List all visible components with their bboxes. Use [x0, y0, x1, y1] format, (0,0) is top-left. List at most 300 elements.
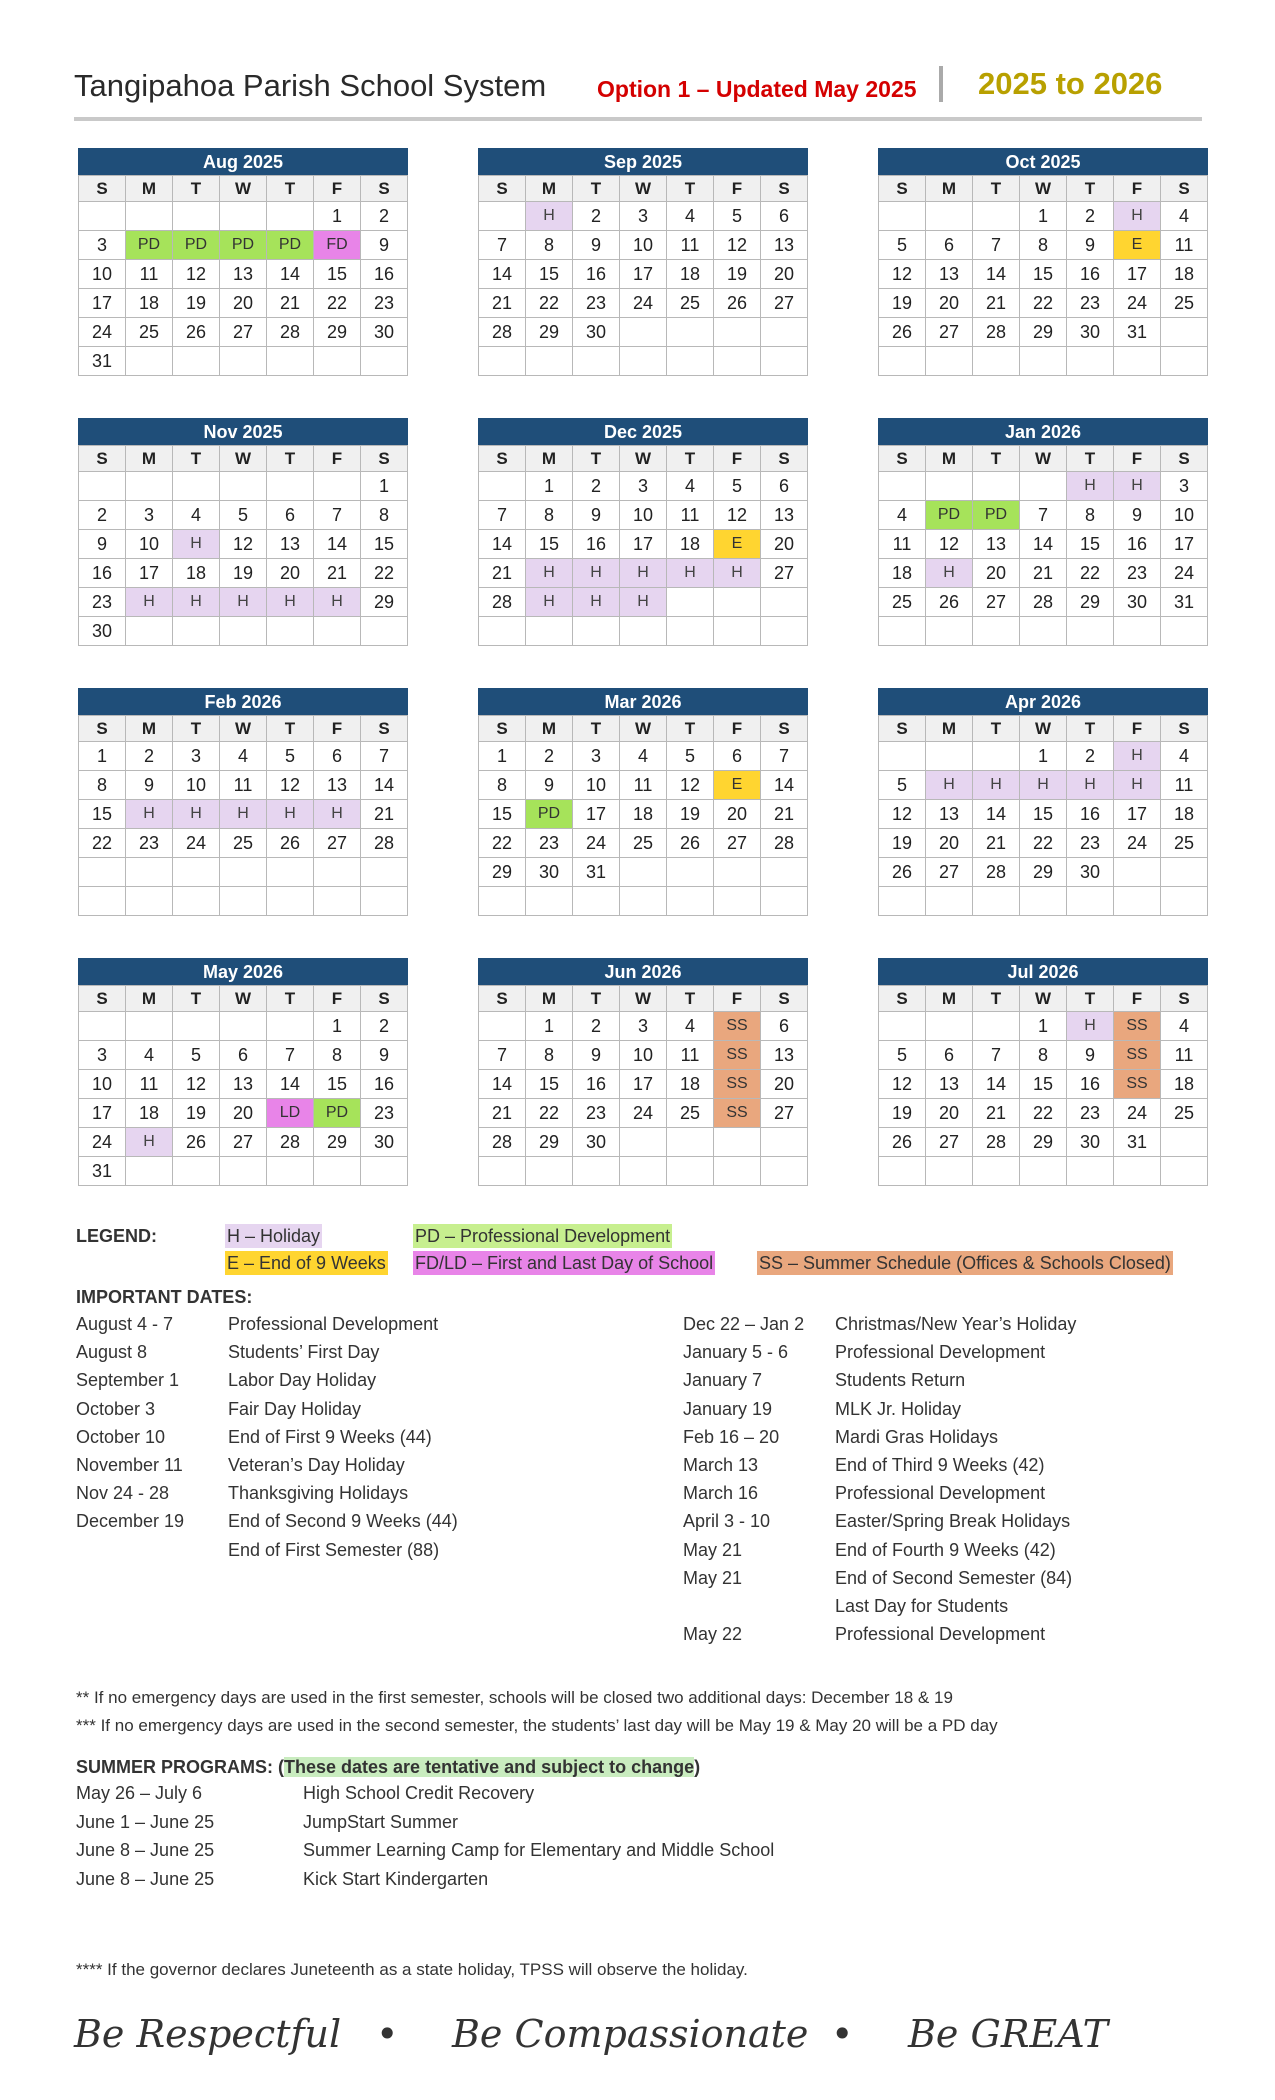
important-event: Students Return: [835, 1370, 966, 1391]
day-cell: [714, 617, 761, 646]
day-cell: H: [973, 771, 1020, 800]
week-row: [879, 800, 1208, 829]
important-event: End of Third 9 Weeks (42): [835, 1454, 1045, 1475]
week-row: [79, 1128, 408, 1157]
day-cell: 3: [79, 1041, 126, 1070]
day-cell: H: [926, 771, 973, 800]
day-cell: 4: [126, 1041, 173, 1070]
day-cell: [761, 1157, 808, 1186]
day-cell: [926, 617, 973, 646]
day-cell: 29: [526, 318, 573, 347]
day-cell: 14: [267, 260, 314, 289]
weekday-header: W: [220, 176, 267, 202]
day-cell: 15: [314, 1070, 361, 1099]
day-cell: [126, 617, 173, 646]
weekday-header: T: [1067, 986, 1114, 1012]
day-cell: 10: [79, 1070, 126, 1099]
day-cell: 21: [761, 800, 808, 829]
weekday-header: S: [761, 446, 808, 472]
day-cell: H: [1114, 742, 1161, 771]
summer-program-name: High School Credit Recovery: [303, 1783, 535, 1803]
weekday-header: S: [79, 176, 126, 202]
day-cell: 9: [573, 1041, 620, 1070]
day-cell: 8: [526, 501, 573, 530]
day-cell: [761, 858, 808, 887]
page-header: [74, 64, 1200, 124]
day-cell: 26: [667, 829, 714, 858]
day-cell: 8: [526, 231, 573, 260]
day-cell: [926, 472, 973, 501]
day-cell: 23: [573, 289, 620, 318]
day-cell: [361, 887, 408, 916]
day-cell: 24: [79, 1128, 126, 1157]
weekday-header: F: [314, 716, 361, 742]
day-cell: 13: [926, 800, 973, 829]
day-cell: 2: [126, 742, 173, 771]
day-cell: 1: [479, 742, 526, 771]
day-cell: [220, 472, 267, 501]
day-cell: 23: [526, 829, 573, 858]
week-row: [79, 1012, 408, 1041]
day-cell: 26: [267, 829, 314, 858]
weekday-header: T: [667, 446, 714, 472]
weekday-header: F: [1114, 986, 1161, 1012]
day-cell: 22: [1067, 559, 1114, 588]
day-cell: H: [1114, 472, 1161, 501]
important-date: January 5 - 6: [683, 1342, 789, 1363]
day-cell: 17: [79, 1099, 126, 1128]
day-cell: 5: [879, 771, 926, 800]
day-cell: 13: [314, 771, 361, 800]
day-cell: [926, 202, 973, 231]
day-cell: 22: [479, 829, 526, 858]
weekday-header: M: [926, 446, 973, 472]
weekday-header: S: [761, 176, 808, 202]
week-row: [479, 1070, 808, 1099]
weekday-header: T: [1067, 716, 1114, 742]
day-cell: [79, 202, 126, 231]
day-cell: 22: [1020, 829, 1067, 858]
week-row: [79, 1157, 408, 1186]
summer-program-name: Kick Start Kindergarten: [303, 1868, 489, 1889]
weekday-header: F: [314, 986, 361, 1012]
day-cell: [1161, 617, 1208, 646]
day-cell: [314, 858, 361, 887]
month-title: Jan 2026: [878, 418, 1208, 445]
week-row: [879, 347, 1208, 376]
day-cell: [1161, 1128, 1208, 1157]
day-cell: H: [714, 559, 761, 588]
important-event: Professional Development: [228, 1314, 439, 1334]
day-cell: 24: [1114, 829, 1161, 858]
day-cell: [620, 1128, 667, 1157]
day-cell: 1: [1020, 742, 1067, 771]
day-cell: 15: [1020, 260, 1067, 289]
important-event: Professional Development: [835, 1483, 1046, 1504]
weekday-header: W: [1020, 716, 1067, 742]
important-date: Feb 16 – 20: [683, 1426, 780, 1447]
day-cell: [667, 1157, 714, 1186]
day-cell: 29: [314, 318, 361, 347]
week-row: [479, 742, 808, 771]
month-title: Mar 2026: [478, 688, 808, 715]
day-cell: [79, 472, 126, 501]
day-cell: [1020, 472, 1067, 501]
day-cell: [267, 202, 314, 231]
weekday-header: T: [973, 176, 1020, 202]
day-cell: H: [126, 588, 173, 617]
day-cell: 7: [361, 742, 408, 771]
day-cell: 27: [220, 318, 267, 347]
day-cell: 20: [220, 1099, 267, 1128]
day-cell: 26: [879, 1128, 926, 1157]
day-cell: [267, 472, 314, 501]
day-cell: 12: [879, 800, 926, 829]
day-cell: 16: [573, 530, 620, 559]
day-cell: [1114, 887, 1161, 916]
day-cell: 7: [1020, 501, 1067, 530]
day-cell: [761, 617, 808, 646]
week-row: [79, 800, 408, 829]
week-row: [879, 1099, 1208, 1128]
important-date: March 13: [683, 1454, 759, 1475]
day-cell: SS: [714, 1099, 761, 1128]
important-event: Professional Development: [835, 1624, 1046, 1645]
day-cell: 20: [761, 1070, 808, 1099]
day-cell: 26: [173, 1128, 220, 1157]
day-cell: 7: [479, 501, 526, 530]
day-cell: [1020, 887, 1067, 916]
day-cell: H: [173, 588, 220, 617]
summer-program-date: June 8 – June 25: [76, 1840, 215, 1860]
month-title: Sep 2025: [478, 148, 808, 175]
day-cell: H: [926, 559, 973, 588]
day-cell: 4: [173, 501, 220, 530]
day-cell: 28: [479, 318, 526, 347]
day-cell: 27: [314, 829, 361, 858]
day-cell: 13: [973, 530, 1020, 559]
day-cell: 4: [1161, 1012, 1208, 1041]
day-cell: [220, 1157, 267, 1186]
day-cell: 11: [667, 1041, 714, 1070]
day-cell: H: [526, 588, 573, 617]
day-cell: 6: [714, 742, 761, 771]
weekday-header: M: [526, 446, 573, 472]
day-cell: E: [714, 530, 761, 559]
day-cell: 30: [573, 318, 620, 347]
summer-program-row: [74, 1812, 1202, 1841]
day-cell: PD: [926, 501, 973, 530]
important-event: End of Fourth 9 Weeks (42): [835, 1539, 1056, 1560]
week-row: [879, 887, 1208, 916]
day-cell: 21: [973, 1099, 1020, 1128]
day-cell: 22: [361, 559, 408, 588]
day-cell: 10: [620, 231, 667, 260]
week-row: [879, 1012, 1208, 1041]
day-cell: H: [314, 800, 361, 829]
legend-title: LEGEND:: [76, 1226, 157, 1246]
day-cell: H: [267, 588, 314, 617]
day-cell: [879, 472, 926, 501]
weekday-header: S: [479, 176, 526, 202]
week-row: [479, 858, 808, 887]
day-cell: 18: [126, 1099, 173, 1128]
day-cell: H: [314, 588, 361, 617]
weekday-header: S: [1161, 986, 1208, 1012]
day-cell: 20: [714, 800, 761, 829]
day-cell: [220, 617, 267, 646]
day-cell: 29: [1067, 588, 1114, 617]
day-cell: H: [1067, 472, 1114, 501]
day-cell: 30: [1067, 858, 1114, 887]
month-oct-2025: [878, 148, 1208, 376]
day-cell: [714, 347, 761, 376]
day-cell: 16: [573, 1070, 620, 1099]
day-cell: 19: [879, 1099, 926, 1128]
day-cell: 9: [126, 771, 173, 800]
day-cell: SS: [1114, 1012, 1161, 1041]
day-cell: 13: [220, 260, 267, 289]
weekday-header: M: [126, 716, 173, 742]
day-cell: 4: [667, 1012, 714, 1041]
weekday-header: F: [714, 446, 761, 472]
day-cell: H: [126, 800, 173, 829]
day-cell: SS: [1114, 1041, 1161, 1070]
day-cell: 4: [1161, 742, 1208, 771]
day-cell: 9: [361, 1041, 408, 1070]
day-cell: 24: [79, 318, 126, 347]
week-row: [879, 1070, 1208, 1099]
day-cell: [761, 1128, 808, 1157]
day-cell: PD: [126, 231, 173, 260]
day-cell: [620, 617, 667, 646]
day-cell: 1: [1020, 1012, 1067, 1041]
day-cell: 10: [173, 771, 220, 800]
week-row: [879, 530, 1208, 559]
weekday-header: T: [267, 986, 314, 1012]
day-cell: [761, 318, 808, 347]
day-cell: [526, 347, 573, 376]
header-separator: [939, 66, 943, 102]
school-year: 2025 to 2026: [978, 66, 1163, 101]
day-cell: 15: [479, 800, 526, 829]
day-cell: [1114, 347, 1161, 376]
day-cell: 26: [926, 588, 973, 617]
day-cell: 3: [573, 742, 620, 771]
week-row: [79, 588, 408, 617]
day-cell: 18: [1161, 260, 1208, 289]
day-cell: [761, 588, 808, 617]
week-row: [479, 1099, 808, 1128]
day-cell: 28: [973, 1128, 1020, 1157]
day-cell: 12: [879, 1070, 926, 1099]
important-date: May 22: [683, 1624, 743, 1645]
week-row: [79, 318, 408, 347]
day-cell: 18: [620, 800, 667, 829]
day-cell: H: [267, 800, 314, 829]
day-cell: 23: [361, 1099, 408, 1128]
important-event: End of Second Semester (84): [835, 1567, 1073, 1588]
day-cell: [267, 887, 314, 916]
day-cell: 11: [1161, 1041, 1208, 1070]
day-cell: H: [126, 1128, 173, 1157]
day-cell: 30: [79, 617, 126, 646]
day-cell: 7: [973, 231, 1020, 260]
month-title: Feb 2026: [78, 688, 408, 715]
day-cell: [926, 1157, 973, 1186]
day-cell: [314, 887, 361, 916]
month-title: Nov 2025: [78, 418, 408, 445]
weekday-header: T: [267, 176, 314, 202]
day-cell: 28: [1020, 588, 1067, 617]
weekday-header: S: [879, 446, 926, 472]
day-cell: [620, 347, 667, 376]
day-cell: 20: [926, 289, 973, 318]
weekday-header: S: [479, 446, 526, 472]
day-cell: 1: [314, 1012, 361, 1041]
weekday-header: M: [926, 176, 973, 202]
day-cell: 14: [314, 530, 361, 559]
day-cell: H: [526, 559, 573, 588]
day-cell: [620, 887, 667, 916]
day-cell: 27: [220, 1128, 267, 1157]
legend-summer-schedule: SS – Summer Schedule (Offices & Schools Closed): [759, 1253, 1171, 1273]
important-date: May 21: [683, 1567, 743, 1588]
day-cell: 4: [667, 202, 714, 231]
weekday-header: M: [526, 986, 573, 1012]
day-cell: 18: [879, 559, 926, 588]
day-cell: [173, 858, 220, 887]
day-cell: 24: [173, 829, 220, 858]
summer-program-name: Summer Learning Camp for Elementary and Middle School: [303, 1840, 775, 1860]
weekday-header: W: [220, 446, 267, 472]
day-cell: [361, 1157, 408, 1186]
juneteenth-note: **** If the governor declares Juneteenth as a state holiday, TPSS will observe the holiday.: [76, 1960, 748, 1979]
day-cell: 1: [79, 742, 126, 771]
day-cell: [361, 617, 408, 646]
summer-programs-list: [74, 1783, 1202, 1897]
day-cell: H: [667, 559, 714, 588]
day-cell: [714, 1157, 761, 1186]
month-jul-2026: [878, 958, 1208, 1186]
day-cell: 7: [267, 1041, 314, 1070]
week-row: [879, 1041, 1208, 1070]
day-cell: 10: [573, 771, 620, 800]
day-cell: 27: [761, 559, 808, 588]
day-cell: [173, 347, 220, 376]
day-cell: 15: [361, 530, 408, 559]
week-row: [479, 829, 808, 858]
motto-compassionate: Be Compassionate: [452, 2012, 809, 2056]
day-cell: 18: [667, 1070, 714, 1099]
day-cell: 13: [267, 530, 314, 559]
week-row: [479, 231, 808, 260]
day-cell: 29: [314, 1128, 361, 1157]
day-cell: [314, 617, 361, 646]
day-cell: 25: [1161, 289, 1208, 318]
legend-end-9-weeks: E – End of 9 Weeks: [227, 1253, 386, 1273]
weekday-header: S: [361, 986, 408, 1012]
day-cell: 30: [1067, 1128, 1114, 1157]
week-row: [79, 887, 408, 916]
day-cell: 9: [1067, 1041, 1114, 1070]
day-cell: 29: [1020, 1128, 1067, 1157]
day-cell: [879, 617, 926, 646]
weekday-header: S: [1161, 176, 1208, 202]
day-cell: 20: [761, 530, 808, 559]
week-row: [879, 472, 1208, 501]
day-cell: [267, 1012, 314, 1041]
day-cell: 6: [220, 1041, 267, 1070]
summer-program-date: June 8 – June 25: [76, 1868, 215, 1889]
weekday-header: F: [714, 986, 761, 1012]
day-cell: 1: [526, 472, 573, 501]
day-cell: [761, 887, 808, 916]
day-cell: [926, 742, 973, 771]
day-cell: 19: [667, 800, 714, 829]
weekday-header: M: [926, 716, 973, 742]
day-cell: [879, 742, 926, 771]
day-cell: [1067, 617, 1114, 646]
week-row: [79, 347, 408, 376]
day-cell: [479, 202, 526, 231]
day-cell: 24: [620, 289, 667, 318]
day-cell: 17: [1161, 530, 1208, 559]
day-cell: 1: [526, 1012, 573, 1041]
weekday-header: W: [1020, 176, 1067, 202]
day-cell: [314, 1157, 361, 1186]
day-cell: [1020, 347, 1067, 376]
day-cell: [573, 617, 620, 646]
week-row: [79, 742, 408, 771]
day-cell: [761, 347, 808, 376]
weekday-header: S: [1161, 446, 1208, 472]
day-cell: 14: [479, 260, 526, 289]
week-row: [479, 472, 808, 501]
day-cell: H: [620, 588, 667, 617]
day-cell: 3: [620, 472, 667, 501]
day-cell: 25: [220, 829, 267, 858]
day-cell: 21: [479, 289, 526, 318]
day-cell: 17: [126, 559, 173, 588]
day-cell: 16: [573, 260, 620, 289]
day-cell: 22: [526, 1099, 573, 1128]
day-cell: [126, 202, 173, 231]
day-cell: 28: [267, 1128, 314, 1157]
day-cell: 2: [79, 501, 126, 530]
week-row: [479, 559, 808, 588]
day-cell: 2: [526, 742, 573, 771]
day-cell: [973, 742, 1020, 771]
day-cell: [173, 472, 220, 501]
week-row: [479, 1157, 808, 1186]
summer-program-name: JumpStart Summer: [303, 1811, 459, 1832]
month-apr-2026: [878, 688, 1208, 916]
weekday-header: F: [714, 176, 761, 202]
day-cell: [620, 318, 667, 347]
day-cell: 16: [361, 1070, 408, 1099]
day-cell: [973, 887, 1020, 916]
day-cell: 12: [667, 771, 714, 800]
day-cell: 20: [267, 559, 314, 588]
day-cell: 13: [761, 501, 808, 530]
summer-program-date: June 1 – June 25: [76, 1811, 215, 1832]
day-cell: H: [573, 559, 620, 588]
week-row: [79, 858, 408, 887]
day-cell: [314, 472, 361, 501]
day-cell: 25: [1161, 1099, 1208, 1128]
day-cell: [79, 858, 126, 887]
